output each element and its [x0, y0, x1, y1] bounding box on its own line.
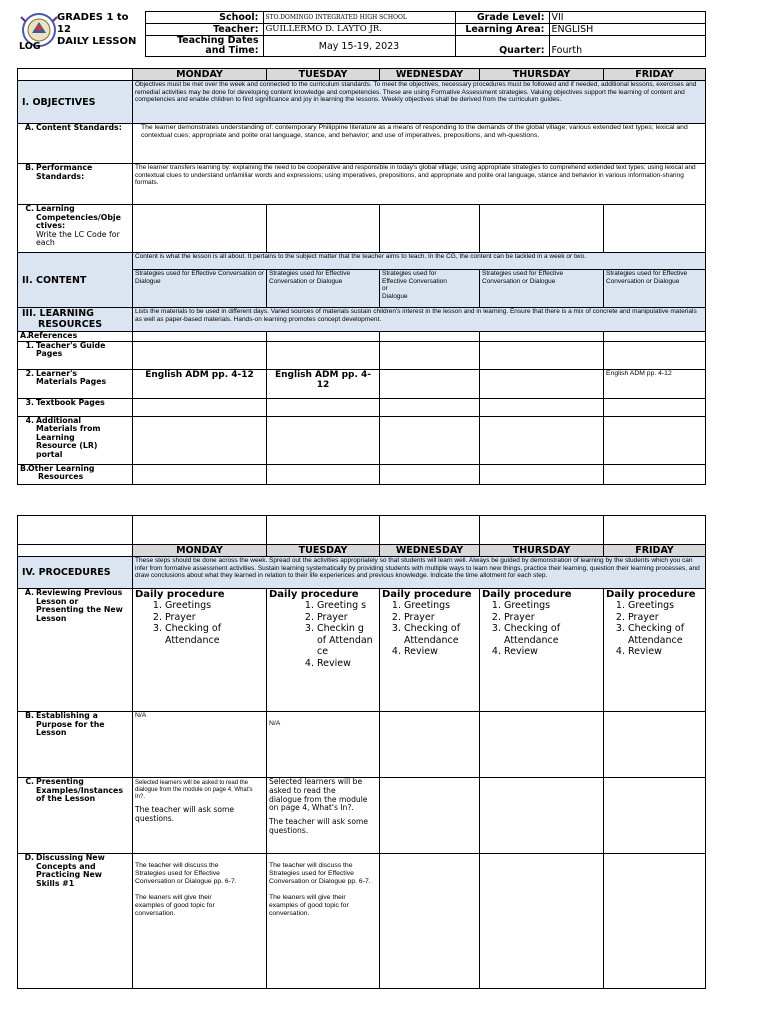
- d-tuesday-1: The teacher will discuss the Strategies used for Effective Conversation or Dialogue pp. 6-7.: [269, 862, 371, 885]
- dates-label-2: and Time:: [205, 45, 259, 56]
- day-monday: MONDAY: [133, 69, 267, 81]
- daily-procedure-title-thu: Daily procedure: [482, 589, 572, 600]
- am-label-4: Resource (LR): [36, 441, 98, 451]
- list-item: 2. Prayer: [628, 612, 703, 624]
- daily-list-friday: [606, 600, 703, 658]
- a-label-1: Reviewing Previous: [36, 588, 123, 597]
- content-heading: II. CONTENT: [18, 253, 133, 308]
- content-wednesday-1: Strategies used for: [382, 270, 437, 277]
- quarter-label: Quarter:: [455, 36, 549, 57]
- grade-value: VII: [549, 12, 705, 24]
- daily-procedure-title-tue: Daily procedure: [269, 589, 359, 600]
- list-item: 2. Prayer: [404, 612, 477, 624]
- c-label-1: Presenting: [36, 777, 84, 786]
- content-note: Content is what the lesson is all about. It pertains to the subject matter that the teacher aims to teach. In the CG, the content can be tackled in a week or two.: [133, 253, 706, 270]
- content-thursday: Strategies used for Effective Conversation or Dialogue: [480, 270, 604, 308]
- day-friday-2: FRIDAY: [604, 545, 706, 557]
- list-item: 4. Review: [504, 646, 601, 658]
- d-tuesday-2: The leaners will give their examples of good topic for conversation.: [269, 894, 349, 917]
- c-monday-1: Selected learners will be asked to read the dialogue from the module on page 4, What's In?.: [135, 780, 253, 800]
- objectives-note: Objectives must be met over the week and connected to the curriculum standards. To meet the objectives, necessary procedures must be followed and if needed, additional lessons, exercises and remedial activities may be done for developing content knowledge and competencies. These are using Formative Assessment strategies. Valuing objectives support the learning of content and competencies and enable children to find significance and joy in learning the lessons. Weekly objectives shall be derived from the curriculum guides.: [133, 81, 706, 124]
- content-wednesday-2: Effective Conversation: [382, 277, 447, 285]
- resources-note: Lists the materials to be used in different days. Varied sources of materials sustain children's interest in the lesson and in learning. Ensure that there is a mix of concrete and manipulative materials as well as paper-based materials. Hands-on learning promotes concept development.: [133, 308, 706, 332]
- daily-procedure-title-fri: Daily procedure: [606, 589, 696, 600]
- am-label-3: Learning: [36, 432, 75, 442]
- b-monday: N/A: [133, 712, 267, 778]
- list-item: 1. Greetings: [628, 600, 703, 612]
- performance-label-2: Standards:: [36, 171, 85, 181]
- c-label-2: Examples/Instances: [36, 785, 123, 795]
- daily-procedure-title-wed: Daily procedure: [382, 589, 472, 600]
- d-monday-1: The teacher will discuss the Strategies used for Effective Conversation or Dialogue pp. 6-7.: [135, 862, 237, 885]
- area-value: ENGLISH: [549, 24, 705, 36]
- list-item: 1. Greetings: [404, 600, 477, 612]
- content-wednesday-4: Dialogue: [382, 292, 408, 300]
- performance-label-1: Performance: [36, 163, 93, 172]
- list-item: 4. Review: [317, 658, 375, 670]
- content-standards-text: The learner demonstrates understanding of: contemporary Philippine literature as a means of responding to the demands of the global village; various extended text types; lexical and contextual cues; appropriate and polite oral language, stance, and behavior; and use of imperatives, prepositions, and wh-questions.: [133, 124, 706, 164]
- list-item: 2. Prayer: [504, 612, 601, 624]
- content-wednesday-3: or: [382, 285, 388, 292]
- b-label-1: Establishing a: [36, 711, 98, 720]
- references-label: References: [28, 331, 78, 340]
- lc-label-4: Write the LC Code for each: [36, 229, 120, 248]
- day-wednesday-2: WEDNESDAY: [380, 545, 480, 557]
- teacher-value: GUILLERMO D. LAYTO JR.: [263, 24, 455, 36]
- procedures-note: These steps should be done across the week. Spread out the activities appropriately so that students will learn well. Always be guided by demonstration of learning by the students which you can infer from formative assessment activities. Sustain learning systematically by providing students with multiple ways to learn new things, practice their learning, question their learning processes, and draw conclusions about what they learned in relation to their life experiences and previous knowledge. Indicate the time allotment for each step.: [133, 557, 706, 589]
- resources-heading-1: III. LEARNING: [22, 308, 94, 319]
- tg-label-2: Pages: [36, 349, 63, 359]
- lm-monday: English ADM pp. 4-12: [133, 369, 267, 398]
- daily-list-monday: [135, 600, 264, 646]
- am-label-1: Additional: [36, 416, 82, 425]
- school-value: STO.DOMINGO INTEGRATED HIGH SCHOOL: [263, 12, 455, 24]
- content-tuesday: Strategies used for Effective Conversation or Dialogue: [267, 270, 380, 308]
- list-item: 3. Checking of Attendance: [504, 623, 601, 646]
- c-monday-2: The teacher will ask some questions.: [135, 805, 235, 823]
- dates-label-1: Teaching Dates: [176, 35, 259, 46]
- lc-label-1: Learning: [36, 204, 75, 213]
- lm-label-1: Learner's: [36, 369, 78, 378]
- lm-friday: English ADM pp. 4-12: [604, 369, 706, 398]
- day-thursday-2: THURSDAY: [480, 545, 604, 557]
- a-label-2: Lesson or: [36, 596, 79, 606]
- d-label-3: Practicing New: [36, 870, 102, 880]
- daily-list-wednesday: [382, 600, 477, 658]
- performance-standards-text: The learner transfers learning by: explaining the need to be cooperative and responsible in today's global village; using appropriate strategies to comprehend extended text types; using lexical and contextual clues to understand unfamiliar words and expressions; using imperatives, prepositions, and appropriate and polite oral language, stance and behavior in various information-sharing formats.: [133, 164, 706, 205]
- school-label: School:: [145, 12, 263, 24]
- c-tuesday-1: Selected learners will be asked to read the dialogue from the module on page 4, What's In?.: [269, 777, 368, 813]
- procedures-table: MONDAY TUESDAY WEDNESDAY THURSDAY FRIDAY IV. PROCEDURES These steps should be done across the week. Spread out the activities appropriately so that students will learn well. Always be guided by demonstration of learning by the students which you can infer from formative assessment activities. Sustain learning systematically by providing students with multiple ways to learn new things, practice their learning, question their learning processes, and draw conclusions about what they learned in relation to their life experiences and previous knowledge. Indicate the time allotment for each step. A. Reviewing Previous Lesson or Presenting the New Lesson Daily procedure 1. Greetings 2. Prayer 3. Checking of Attendance Daily procedure 1. Greeting s 2. Prayer 3. Checkin g of Attendan ce 4. Review Daily procedure 1. Greetings 2. Prayer 3. Checking of Attendance 4. Review Daily procedure 1. Greetings 2. Prayer 3. Checking of Attendance 4. Review Daily procedure 1. Greetings 2. Prayer 3. Checking of Attendance 4. Review B. Establishing a Purpose for the Lesson N/A N/A C. Presenting Examples/Instances of the Lesson Selected learners will be asked to read the dialogue from the module on page 4, What's In?. The teacher will ask some questions. Selected learners will be asked to read the dialogue from the module on page 4, What's In?. The teacher will ask some questions. D. Discussing New Concepts and Practicing New Skills #1 The teacher will discuss the Strategies used for Effective Conversation or Dialogue pp. 6-7. The leaners will give their examples of good topic for conversation. The teacher will discuss the Strategies used for Effective Conversation or Dialogue pp. 6-7. The leaners will give their examples of good topic for conversation.: [17, 515, 706, 989]
- a-label-3: Presenting the New: [36, 605, 123, 615]
- daily-list-tuesday: [269, 600, 375, 669]
- content-standards-label: Content Standards:: [36, 123, 122, 132]
- c-label-3: of the Lesson: [36, 794, 96, 804]
- title-log: LOG: [19, 41, 41, 52]
- day-wednesday: WEDNESDAY: [380, 69, 480, 81]
- list-item: 2. Prayer: [317, 612, 375, 624]
- lc-label-3: ctives:: [36, 221, 66, 231]
- d-label-2: Concepts and: [36, 861, 96, 871]
- lm-tuesday: English ADM pp. 4-12: [267, 369, 380, 398]
- a-label-4: Lesson: [36, 613, 67, 623]
- other-label-2: Resources: [38, 472, 84, 482]
- d-monday-2: The leaners will give their examples of good topic for conversation.: [135, 894, 215, 917]
- textbook-label: Textbook Pages: [36, 398, 105, 407]
- list-item: 2. Prayer: [165, 612, 264, 624]
- grade-label: Grade Level:: [455, 12, 549, 24]
- objectives-heading: I. OBJECTIVES: [18, 81, 133, 124]
- d-label-1: Discussing New: [36, 853, 105, 862]
- lc-label-2: Competencies/Obje: [36, 212, 121, 222]
- resources-heading-2: RESOURCES: [38, 319, 103, 330]
- list-item: 3. Checking of Attendance: [165, 623, 264, 646]
- day-thursday: THURSDAY: [480, 69, 604, 81]
- teacher-label: Teacher:: [145, 24, 263, 36]
- day-monday-2: MONDAY: [133, 545, 267, 557]
- list-item: 3. Checking of Attendance: [404, 623, 477, 646]
- title-grades: GRADES 1 to 12: [57, 11, 129, 35]
- b-label-2: Purpose for the: [36, 719, 105, 729]
- procedures-heading: IV. PROCEDURES: [18, 557, 133, 589]
- lm-label-2: Materials Pages: [36, 377, 107, 387]
- header-table: [17, 11, 706, 57]
- daily-procedure-title-mon: Daily procedure: [135, 589, 225, 600]
- daily-list-thursday: [482, 600, 601, 658]
- objectives-table: MONDAY TUESDAY WEDNESDAY THURSDAY FRIDAY I. OBJECTIVES Objectives must be met over the week and connected to the curriculum standards. To meet the objectives, necessary procedures must be followed and if needed, additional lessons, exercises and remedial activities may be done for developing content knowledge and competencies. These are using Formative Assessment strategies. Valuing objectives support the learning of content and competencies and enable children to find significance and joy in learning the lessons. Weekly objectives shall be derived from the curriculum guides. A. Content Standards: The learner demonstrates understanding of: contemporary Philippine literature as a means of responding to the demands of the global village; various extended text types; lexical and contextual cues; appropriate and polite oral language, stance, and behavior; and use of imperatives, prepositions, and wh-questions. B. Performance Standards: The learner transfers learning by: explaining the need to be cooperative and responsible in today's global village; using appropriate strategies to comprehend extended text types; using lexical and contextual clues to understand unfamiliar words and expressions; using imperatives, prepositions, and appropriate and polite oral language, stance and behavior in various information-sharing formats. C. Learning Competencies/Obje ctives: Write the LC Code for each II. CONTENT Content is what the lesson is all about. It pertains to the subject matter that the teacher aims to teach. In the CG, the content can be tackled in a week or two. Strategies used for Effective Conversation or Dialogue Strategies used for Effective Conversation or Dialogue Strategies used for Effective Conversation or Dialogue Strategies used for Effective Conversation or Dialogue Strategies used for Effective Conversation or Dialogue III. LEARNING RESOURCES Lists the materials to be used in different days. Varied sources of materials sustain children's interest in the lesson and in learning. Ensure that there is a mix of concrete and manipulative materials as well as paper-based materials. Hands-on learning promotes concept development. A. References 1. Teacher's Guide Pages 2. Learner's Materials Pages English ADM pp. 4-12 English ADM pp. 4-12 English ADM pp. 4-12 3. Textbook Pages 4. Additional Materials from Learning Resource (LR) portal B. Other Learning Resources: [17, 68, 706, 485]
- quarter-value: Fourth: [549, 36, 705, 57]
- list-item: 4. Review: [404, 646, 477, 658]
- content-friday: Strategies used for Effective Conversation or Dialogue: [604, 270, 706, 308]
- list-item: 1. Greeting s: [317, 600, 375, 612]
- am-label-2: Materials from: [36, 424, 101, 434]
- area-label: Learning Area:: [455, 24, 549, 36]
- b-tuesday: N/A: [267, 712, 380, 778]
- d-label-4: Skills #1: [36, 878, 75, 888]
- c-tuesday-2: The teacher will ask some questions.: [269, 817, 369, 835]
- content-monday: Strategies used for Effective Conversation or Dialogue: [133, 270, 267, 308]
- list-item: 4. Review: [628, 646, 703, 658]
- day-tuesday-2: TUESDAY: [267, 545, 380, 557]
- list-item: 1. Greetings: [504, 600, 601, 612]
- day-friday: FRIDAY: [604, 69, 706, 81]
- other-label-1: Other Learning: [28, 464, 95, 473]
- tg-label-1: Teacher's Guide: [36, 341, 106, 350]
- list-item: 3. Checking of Attendance: [628, 623, 703, 646]
- title-daily-lesson: DAILY LESSON: [57, 35, 137, 47]
- list-item: 3. Checkin g of Attendan ce: [317, 623, 375, 658]
- day-tuesday: TUESDAY: [267, 69, 380, 81]
- dates-value: May 15-19, 2023: [263, 36, 455, 57]
- list-item: 1. Greetings: [165, 600, 264, 612]
- am-label-5: portal: [36, 449, 63, 459]
- b-label-3: Lesson: [36, 728, 67, 738]
